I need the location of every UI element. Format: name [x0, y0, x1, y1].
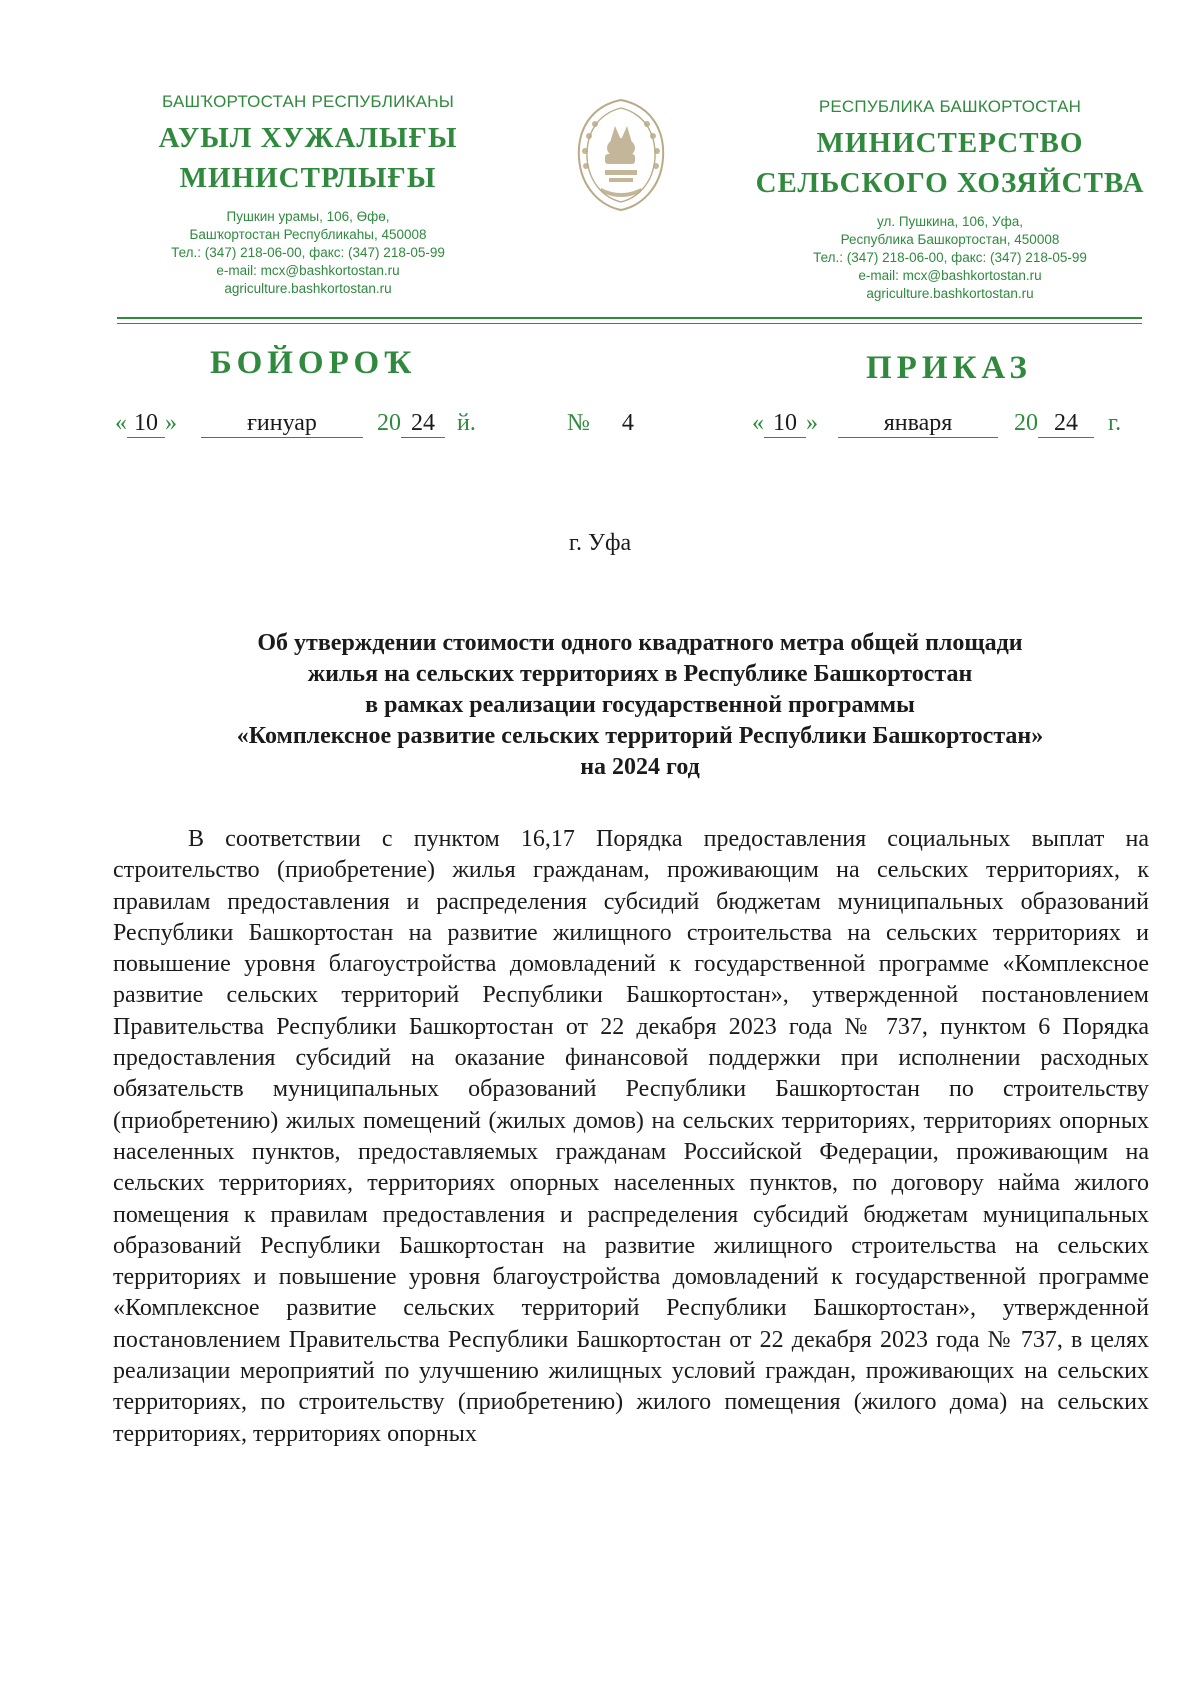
- header-divider-thin: [117, 323, 1142, 324]
- order-title-bashkir: БОЙОРОҠ: [210, 345, 417, 381]
- year-suffix: 24: [401, 410, 445, 438]
- title-line: в рамках реализации государственной программы: [365, 692, 915, 718]
- year-prefix: 20: [377, 410, 401, 436]
- ministry-name-bashkir-line2: МИНИСТРЛЫҒЫ: [179, 162, 437, 194]
- address-bashkir: [118, 208, 498, 298]
- number-value: 4: [621, 410, 634, 436]
- phone-fax: Тел.: (347) 218-06-00, факс: (347) 218-05-99: [171, 245, 445, 260]
- email: e-mail: mcx@bashkortostan.ru: [216, 263, 400, 278]
- year-prefix: 20: [1014, 410, 1038, 436]
- day: 10: [127, 410, 165, 438]
- republic-name-bashkir: БАШҠОРТОСТАН РЕСПУБЛИКАҺЫ: [162, 92, 454, 111]
- title-line: жилья на сельских территориях в Республике Башкортостан: [307, 661, 973, 687]
- city: г. Уфа: [568, 530, 632, 556]
- title-line: «Комплексное развитие сельских территорий Республики Башкортостан»: [236, 723, 1044, 749]
- document-title: [120, 628, 1160, 783]
- month: января: [838, 410, 998, 438]
- day: 10: [764, 410, 806, 438]
- address-line: ул. Пушкина, 106, Уфа,: [877, 214, 1023, 229]
- republic-name-russian: РЕСПУБЛИКА БАШКОРТОСТАН: [818, 97, 1082, 116]
- order-number: [567, 410, 634, 437]
- header-right-block: [740, 97, 1160, 303]
- email: e-mail: mcx@bashkortostan.ru: [858, 268, 1042, 283]
- title-line: Об утверждении стоимости одного квадратного метра общей площади: [257, 630, 1023, 656]
- ministry-name-russian-line2: СЕЛЬСКОГО ХОЗЯЙСТВА: [755, 167, 1145, 199]
- website: agriculture.bashkortostan.ru: [866, 286, 1034, 301]
- order-title-russian: ПРИКАЗ: [866, 350, 1032, 386]
- ministry-name-russian-line1: МИНИСТЕРСТВО: [816, 127, 1084, 159]
- year-abbr: й.: [457, 410, 476, 436]
- number-label: №: [567, 410, 590, 436]
- address-line: Республика Башкортостан, 450008: [840, 232, 1060, 247]
- phone-fax: Тел.: (347) 218-06-00, факс: (347) 218-05-99: [813, 250, 1087, 265]
- title-line: на 2024 год: [580, 754, 700, 780]
- address-russian: [740, 213, 1160, 303]
- address-line: Башҡортостан Республикаһы, 450008: [189, 227, 427, 242]
- date-bashkir: « 10 » ғинуар 20 24 й.: [115, 410, 476, 436]
- header-left-block: [118, 92, 498, 298]
- website: agriculture.bashkortostan.ru: [224, 281, 392, 296]
- header-divider: [117, 317, 1142, 319]
- address-line: Пушкин урамы, 106, Өфө,: [226, 209, 390, 224]
- coat-of-arms-icon: [571, 96, 671, 214]
- month: ғинуар: [201, 410, 363, 438]
- ministry-name-bashkir-line1: АУЫЛ ХУЖАЛЫҒЫ: [158, 122, 458, 154]
- year-abbr: г.: [1108, 410, 1122, 436]
- date-russian: « 10 » января 20 24 г.: [752, 410, 1122, 436]
- year-suffix: 24: [1038, 410, 1094, 438]
- body-paragraph: В соответствии с пунктом 16,17 Порядка предоставления социальных выплат на строительство (приобретение) жилья гражданам, проживающим на сельских территориях, к правилам предоставления и распределения субсидий бюджетам муниципальных образований Республики Башкортостан на развитие жилищного строительства на сельских территориях и повышение уровня благоустройства домовладений к государственной программе «Комплексное развитие сельских территорий Республики Башкортостан», утвержденной постановлением Правительства Республики Башкортостан от 22 декабря 2023 года № 737, пунктом 6 Порядка предоставления субсидий на оказание финансовой поддержки при исполнении расходных обязательств муниципальных образований Республики Башкортостан по строительству (приобретению) жилых помещений (жилых домов) на сельских территориях, территориях опорных населенных пунктов, предоставляемых гражданам Российской Федерации, проживающим на сельских территориях, территориях опорных населенных пунктов, по договору найма жилого помещения к правилам предоставления и распределения субсидий бюджетам муниципальных образований Республики Башкортостан на развитие жилищного строительства на сельских территориях и повышение уровня благоустройства домовладений к государственной программе «Комплексное развитие сельских территорий Республики Башкортостан», утвержденной постановлением Правительства Республики Башкортостан от 22 декабря 2023 года № 737, в целях реализации мероприятий по улучшению жилищных условий граждан, проживающих на сельских территориях, по строительству (приобретению) жилого помещения (жилого дома) на сельских территориях, территориях опорных: [113, 826, 1149, 1447]
